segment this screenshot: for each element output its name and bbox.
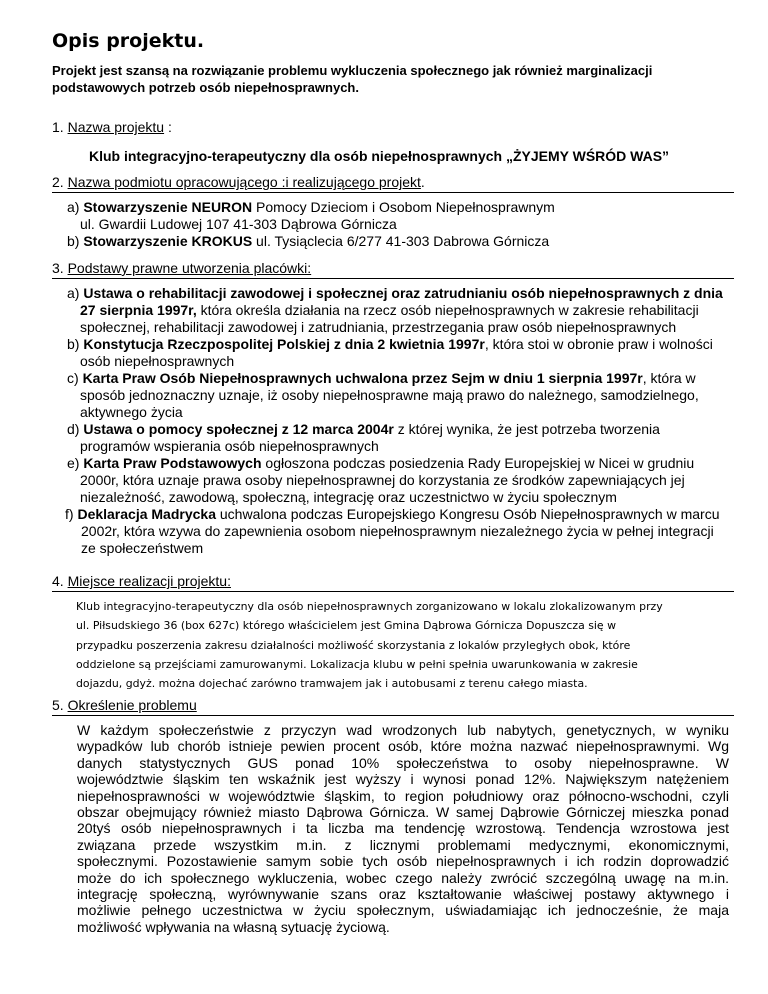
- section-2-number: 2.: [52, 174, 68, 190]
- org-a-address: ul. Gwardii Ludowej 107 41-303 Dąbrowa Górnicza: [80, 216, 397, 232]
- legal-e-title: Karta Praw Podstawowych: [83, 455, 262, 471]
- section-3-list: [67, 285, 732, 557]
- section-5-number: 5.: [52, 697, 68, 713]
- legal-d-label: d): [67, 421, 84, 437]
- location-line: dojazdu, gdyż. można dojechać zarówno tramwajem jak i autobusami z terenu całego miasta.: [76, 677, 588, 691]
- legal-a-title: Ustawa o rehabilitacji zawodowej i społecznej oraz zatrudnianiu osób niepełnosprawnych z dnia 27 sierpnia 1997r,: [80, 285, 723, 318]
- org-a-text: Pomocy Dzieciom i Osobom Niepełnosprawnym: [252, 199, 555, 215]
- legal-d-text: z której wynika, że jest potrzeba tworzenia programów wspierania osób niepełnosprawnych: [80, 421, 660, 454]
- problem-line: W każdym społeczeństwie z przyczyn wad wrodzonych lub nabytych, genetycznych, w wyniku: [77, 722, 729, 738]
- section-5-title: Określenie problemu: [67, 697, 197, 713]
- intro-paragraph: Projekt jest szansą na rozwiązanie problemu wykluczenia społecznego jak również marginalizacji podstawowych potrzeb osób niepełnosprawnych.: [52, 63, 653, 95]
- legal-f-title: Deklaracja Madrycka: [77, 506, 216, 522]
- section-3-box-line: [52, 278, 734, 279]
- section-1-suffix: :: [164, 119, 172, 135]
- section-2-box-line: [52, 192, 734, 193]
- location-line: ul. Piłsudskiego 36 (box 627c) którego właścicielem jest Gmina Dąbrowa Górnicza Dopuszcza się w: [76, 619, 617, 633]
- org-b-name: Stowarzyszenie KROKUS: [83, 233, 253, 249]
- organization-b: [67, 233, 732, 250]
- location-paragraph: [76, 597, 736, 693]
- location-line: oddzielone są przejściami zamurowanymi. Lokalizacja klubu w pełni spełnia uwarunkowania w zakresie: [76, 657, 638, 671]
- problem-paragraph: [77, 722, 729, 935]
- section-3-heading: [52, 260, 311, 277]
- section-4-title: Miejsce realizacji projektu:: [67, 573, 231, 589]
- section-2-title: Nazwa podmiotu opracowującego :i realizującego projekt: [67, 174, 421, 190]
- problem-line: 20tyś osób niepełnosprawnych i ta liczba ma tendencję wzrostową. Tendencja wzrostowa jest: [77, 820, 729, 837]
- legal-b-text: , która stoi w obronie praw i wolności osób niepełnosprawnych: [80, 336, 713, 369]
- section-5-heading: [52, 697, 197, 714]
- legal-b-title: Konstytucja Rzeczpospolitej Polskiej z dnia 2 kwietnia 1997r: [83, 336, 485, 352]
- org-a-name: Stowarzyszenie NEURON: [83, 199, 253, 215]
- problem-line: wypadków lub chorób istnieje pewien procent osób, które można nazwać niepełnosprawnymi. Wg: [77, 738, 729, 755]
- legal-e-label: e): [67, 455, 84, 471]
- legal-basis-e: [67, 455, 732, 506]
- problem-line: integrację społeczną, wyrównywanie szans oraz kształtowanie właściwej postawy aktywnego i: [77, 886, 729, 903]
- legal-a-text: która określa działania na rzecz osób niepełnosprawnych w zakresie rehabilitacji społecznej, rehabilitacji zawodowej i zatrudniania, przestrzegania praw osób niepełnosprawnych: [80, 302, 699, 335]
- org-b-label: b): [67, 233, 84, 249]
- problem-line: możliwie pełnego uczestnictwa w życiu społecznym, uświadamiając ich jednocześnie, że maja: [77, 902, 729, 919]
- section-1-title: Nazwa projektu: [67, 119, 165, 135]
- legal-b-label: b): [67, 336, 84, 352]
- section-1-heading: [52, 119, 172, 136]
- legal-basis-d: [67, 421, 732, 455]
- problem-line: obszar obejmujący również miasto Dąbrowa Górnicza. W samej Dąbrowie Górniczej mieszka ponad: [77, 804, 729, 821]
- section-4-number: 4.: [52, 573, 68, 589]
- problem-line: niepełnosprawności w województwie śląskim, to region południowy oraz północno-wschodni, czyli: [77, 787, 729, 804]
- org-a-label: a): [67, 199, 84, 215]
- section-1-number: 1.: [52, 119, 68, 135]
- problem-line: społecznymi. Pozostawienie samym sobie tych osób niepełnosprawnych i ich rodzin doprowadzić: [77, 853, 729, 870]
- legal-basis-c: [67, 370, 732, 421]
- problem-line: związana przede wszystkim m.in. z licznymi problemami medycznymi, ekonomicznymi,: [77, 836, 729, 853]
- problem-line: danych statystycznych GUS ponad 10% społeczeństwa to osoby niepełnosprawne. W: [77, 754, 729, 771]
- problem-line: województwie śląskim ten wskaźnik jest wyższy i wynosi ponad 12%. Największym natężeniem: [77, 771, 729, 788]
- legal-f-text: uchwalona podczas Europejskiego Kongresu Osób Niepełnosprawnych w marcu 2002r, która wzywa do zapewnienia osobom niepełnosprawnym niezależnego życia w pełnej integracji ze społeczeństwem: [81, 506, 720, 556]
- project-name: Klub integracyjno-terapeutyczny dla osób niepełnosprawnych „ŻYJEMY WŚRÓD WAS”: [89, 148, 670, 164]
- section-3-title: Podstawy prawne utworzenia placówki:: [67, 260, 312, 276]
- legal-basis-b: [67, 336, 732, 370]
- problem-line: możliwość wpływania na własną sytuację życiową.: [77, 918, 390, 935]
- legal-c-label: c): [67, 370, 83, 386]
- section-2-heading: [52, 174, 425, 191]
- legal-c-text: , która w sposób jednoznaczny uznaje, iż osoby niepełnosprawne mają prawo do należnego, samodzielnego, aktywnego życia: [80, 370, 699, 420]
- section-4-box-line: [52, 591, 734, 592]
- legal-basis-a: [67, 285, 732, 336]
- section-4-heading: [52, 573, 231, 590]
- location-line: przypadku poszerzenia zakresu działalności możliwość skorzystania z lokalów przyległych obok, które: [76, 638, 631, 652]
- location-line: Klub integracyjno-terapeutyczny dla osób niepełnosprawnych zorganizowano w lokalu zlokalizowanym przy: [76, 600, 663, 613]
- legal-d-title: Ustawa o pomocy społecznej z 12 marca 2004r: [83, 421, 394, 437]
- section-2-suffix: .: [420, 174, 425, 190]
- document-title: Opis projektu.: [52, 30, 205, 52]
- problem-line: może do ich społecznego wykluczenia, wobec czego należy zwrócić szczególną uwagę na m.in.: [77, 869, 729, 886]
- legal-c-title: Karta Praw Osób Niepełnosprawnych uchwalona przez Sejm w dniu 1 sierpnia 1997r: [82, 370, 643, 386]
- legal-f-label: f): [65, 506, 78, 522]
- organization-a: [67, 199, 732, 233]
- legal-basis-f: [65, 506, 732, 557]
- legal-e-text: ogłoszona podczas posiedzenia Rady Europejskiej w Nicei w grudniu 2000r, która uznaje prawa osoby niepełnosprawnej do korzystania ze środków zapewniających jej niezależność, zawodową, społeczną, integrację oraz uczestnictwo w życiu społecznym: [80, 455, 695, 505]
- section-2-list: [67, 199, 732, 250]
- section-5-box-line: [52, 715, 734, 716]
- legal-a-label: a): [67, 285, 84, 301]
- org-b-text: ul. Tysiąclecia 6/277 41-303 Dabrowa Górnicza: [252, 233, 550, 249]
- section-3-number: 3.: [52, 260, 68, 276]
